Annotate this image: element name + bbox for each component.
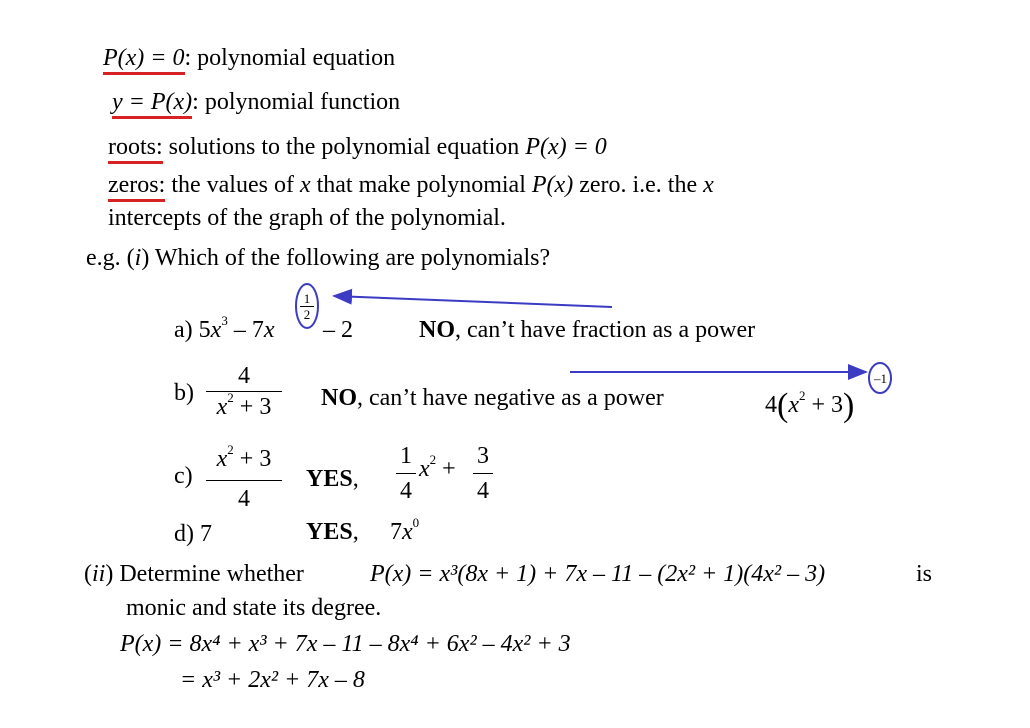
example-2-prompt: (ii) Determine whether [84,561,304,587]
example-a-expression: a) $5x^3 - 7x$ [174,313,275,343]
example-b-rewrite: $4(x^2 + 3)$ [765,387,855,424]
example-b-verdict: NO, can’t have negative as a power [321,385,664,411]
example-a-verdict: NO, can’t have fraction as a power [419,317,756,343]
annotation-circle-fraction [296,284,318,328]
example-2-equation: P(x) = x³(8x + 1) + 7x – 11 – (2x² + 1)(4x² – 3) [370,561,826,587]
def-polynomial-equation: P(x) = 0: polynomial equation [103,46,395,70]
example-c-fraction-three-quarters: $\frac{3}{4}$ [473,439,493,508]
example-b-label: b) [174,380,194,406]
example-c-verdict: YES, [306,466,359,492]
annotation-arrow-fraction [334,296,612,307]
def-zeros-continued: intercepts of the graph of the polynomial. [108,205,506,231]
example-a-fraction-exponent: $\frac{1}{2}$ [300,291,314,322]
def-polynomial-function: y = P(x): polynomial function [112,90,400,114]
def-roots: roots: solutions to the polynomial equation P(x) = 0 [108,135,607,159]
example-c-fraction: $\frac{x^2 + 3}{4}$ [206,441,282,517]
example-d-verdict: YES, [306,519,359,545]
example-c-label: c) [174,463,193,489]
example-c-x-squared: $x^2$ + [419,452,456,482]
example-b-negative-exponent: –1 [874,371,887,386]
def-zeros: zeros: the values of x that make polynomial P(x) zero. i.e. the x [108,173,714,197]
example-2-suffix: is [916,561,933,587]
example-2-prompt-line2: monic and state its degree. [126,595,382,621]
example-d-rewrite: $7x^0$ [390,515,420,545]
example-2-working-line1: P(x) = 8x⁴ + x³ + 7x – 11 – 8x⁴ + 6x² – 4x² + 3 [120,631,571,657]
example-b-fraction: $\frac{4}{x^2 + 3}$ [206,361,282,425]
example-c-fraction-one-quarter: $\frac{1}{4}$ [396,439,416,508]
example-2-working-line2: = x³ + 2x² + 7x – 8 [180,667,365,693]
annotation-circle-negative [869,363,891,393]
example-a-constant: – 2 [323,317,353,343]
example-1-prompt: e.g. (i) Which of the following are polynomials? [86,245,551,271]
def-lhs: P(x) = 0 [103,45,185,75]
example-d-label: d) 7 [174,521,212,547]
def-lhs: y = P(x) [112,89,192,119]
